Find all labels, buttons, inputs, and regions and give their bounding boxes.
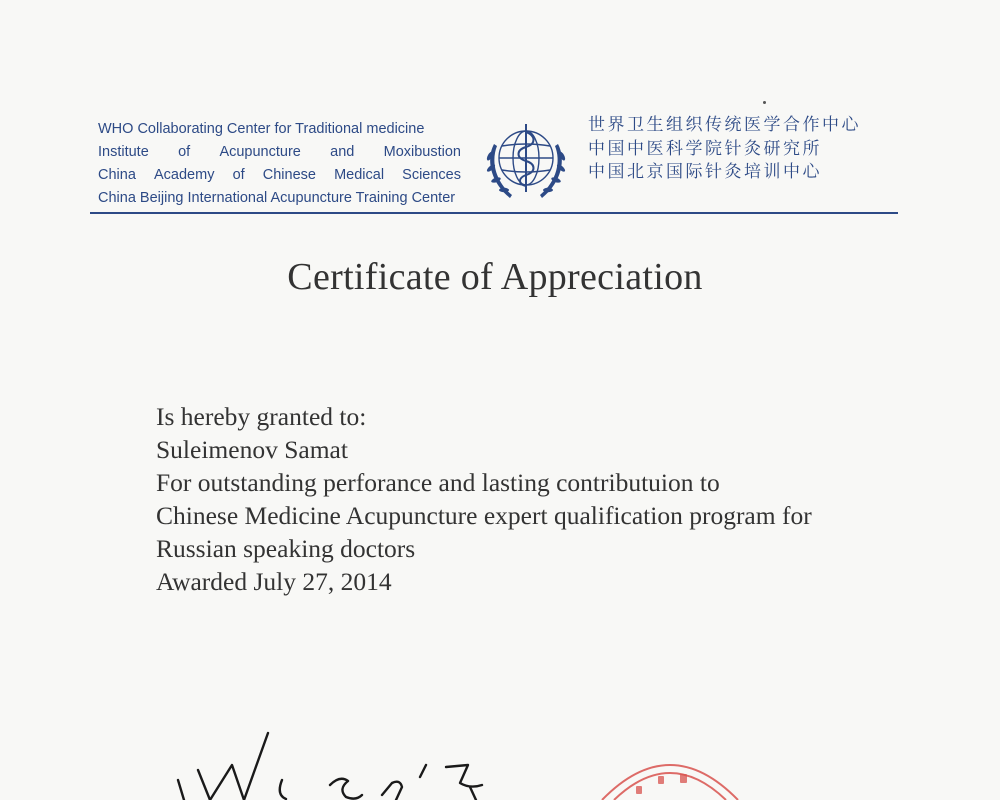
header-institute — [98, 141, 461, 164]
header-word: China — [98, 167, 136, 183]
header-english-block — [98, 118, 461, 210]
header-word: Institute — [98, 144, 149, 160]
signature-icon — [170, 725, 570, 800]
who-emblem-icon — [476, 114, 576, 212]
header-word: of — [232, 167, 245, 183]
header-word: Moxibustion — [383, 144, 461, 160]
reason-line: Chinese Medicine Acupuncture expert qualification program for — [156, 501, 812, 530]
header-word: Acupuncture — [219, 144, 301, 160]
header-chinese-who: 世界卫生组织传统医学合作中心 — [588, 115, 861, 135]
header-training-center: China Beijing International Acupuncture Training Center — [98, 190, 456, 206]
header-academy — [98, 164, 461, 187]
header-word: and — [330, 144, 355, 160]
certificate-body — [156, 400, 812, 598]
awarded-date: Awarded July 27, 2014 — [156, 567, 392, 596]
header-word: Medical — [334, 167, 385, 183]
header-divider — [90, 212, 898, 214]
header-word: Sciences — [402, 167, 461, 183]
certificate-title: Certificate of Appreciation — [287, 256, 703, 298]
header-word: Academy — [154, 167, 215, 183]
recipient-name: Suleimenov Samat — [156, 435, 348, 464]
header-chinese-training: 中国北京国际针灸培训中心 — [588, 162, 822, 182]
header-chinese-institute: 中国中医科学院针灸研究所 — [588, 138, 822, 159]
red-seal-stamp-icon — [600, 760, 740, 800]
header-chinese-block — [588, 114, 861, 185]
header-who-center: WHO Collaborating Center for Traditional medicine — [98, 121, 425, 137]
header-word: Chinese — [262, 167, 316, 183]
header-word: of — [178, 144, 191, 160]
reason-line: For outstanding perforance and lasting contributuion to — [156, 468, 720, 497]
scan-speck — [763, 101, 766, 104]
granted-label: Is hereby granted to: — [156, 402, 367, 431]
reason-line: Russian speaking doctors — [156, 534, 416, 563]
